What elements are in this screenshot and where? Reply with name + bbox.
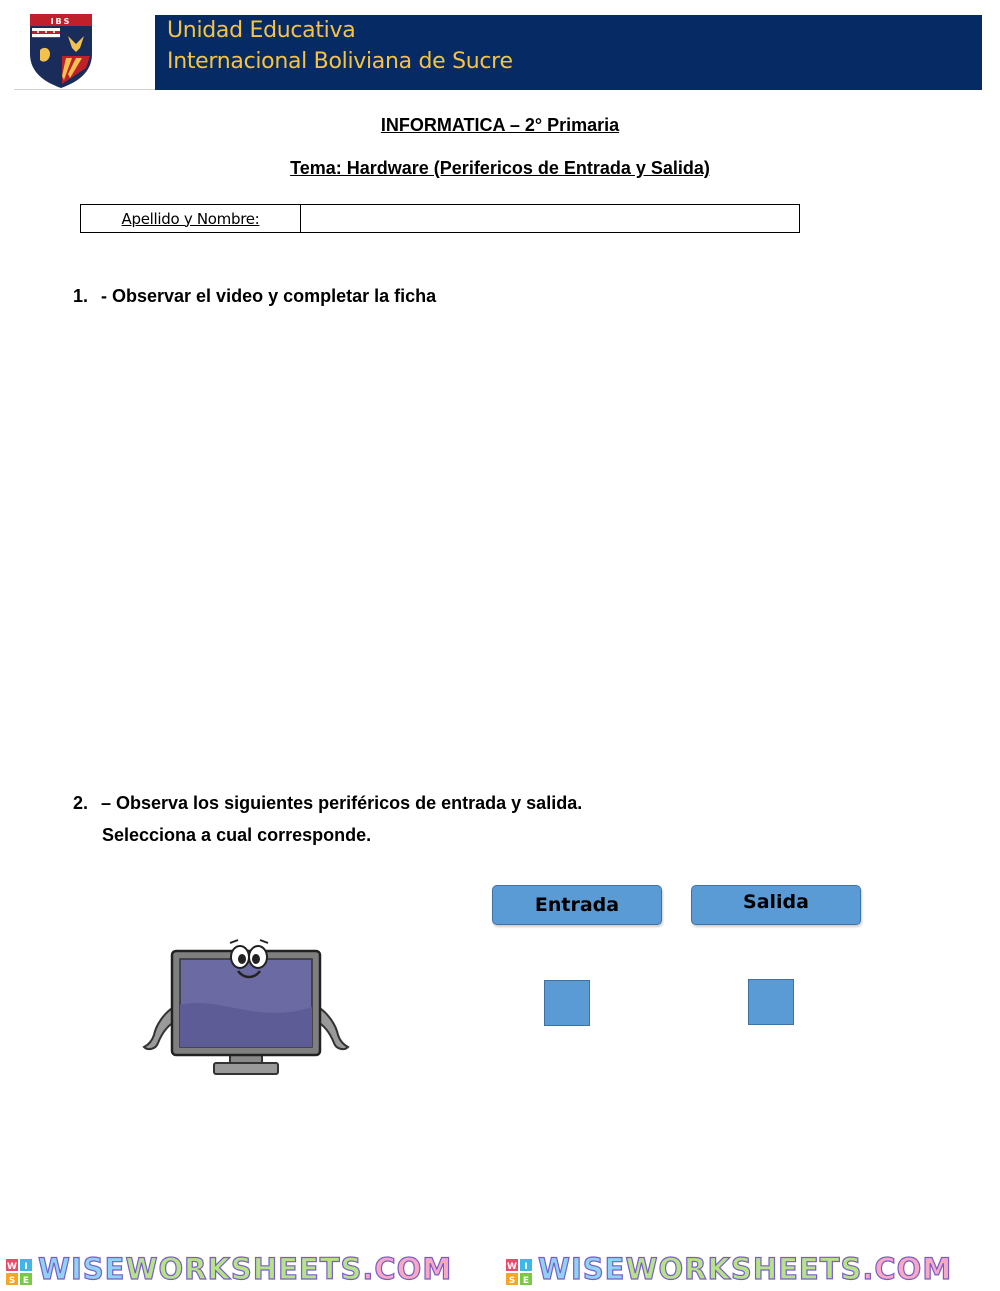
- svg-text:I: I: [24, 1262, 28, 1272]
- school-name-line2: Internacional Boliviana de Sucre: [167, 49, 513, 74]
- name-label-cell: [81, 205, 301, 232]
- entrada-button[interactable]: [492, 885, 662, 925]
- school-logo: [28, 14, 94, 88]
- svg-text:W: W: [507, 1262, 517, 1272]
- name-table: [80, 204, 800, 233]
- svg-text:W: W: [7, 1262, 17, 1272]
- watermark-text-1: WISEWORKSHEETS.COM: [38, 1252, 453, 1286]
- salida-label: Salida: [743, 891, 809, 913]
- question2-number: 2.: [73, 793, 89, 813]
- school-banner: [155, 15, 982, 90]
- school-name-line1: Unidad Educativa: [167, 18, 356, 43]
- svg-text:IBS: IBS: [50, 17, 72, 26]
- svg-text:S: S: [508, 1276, 516, 1285]
- svg-text:S: S: [8, 1276, 16, 1285]
- wise-logo-icon: [506, 1259, 532, 1285]
- salida-button[interactable]: [691, 885, 861, 925]
- name-label: Apellido y Nombre:: [121, 209, 260, 228]
- salida-answer-box[interactable]: [748, 979, 794, 1025]
- question1-number: 1.: [73, 286, 89, 306]
- cartoon-monitor-icon: [138, 935, 353, 1080]
- name-input[interactable]: [301, 205, 799, 232]
- svg-text:E: E: [22, 1276, 30, 1285]
- entrada-label: Entrada: [534, 894, 620, 916]
- wise-logo-icon: [6, 1259, 32, 1285]
- svg-text:E: E: [522, 1276, 530, 1285]
- topic-title: Tema: Hardware (Perifericos de Entrada y Salida): [290, 158, 710, 178]
- question1-text: - Observar el video y completar la ficha: [101, 286, 437, 306]
- question2-text-line1: – Observa los siguientes periféricos de entrada y salida.: [101, 793, 583, 813]
- entrada-answer-box[interactable]: [544, 980, 590, 1026]
- svg-text:I: I: [524, 1262, 528, 1272]
- watermark-text-2: WISEWORKSHEETS.COM: [538, 1252, 953, 1286]
- footer-watermark: [0, 1250, 1000, 1291]
- header-divider: [14, 89, 156, 90]
- question2-text-line2: Selecciona a cual corresponde.: [102, 825, 372, 845]
- course-title: INFORMATICA – 2° Primaria: [380, 115, 620, 135]
